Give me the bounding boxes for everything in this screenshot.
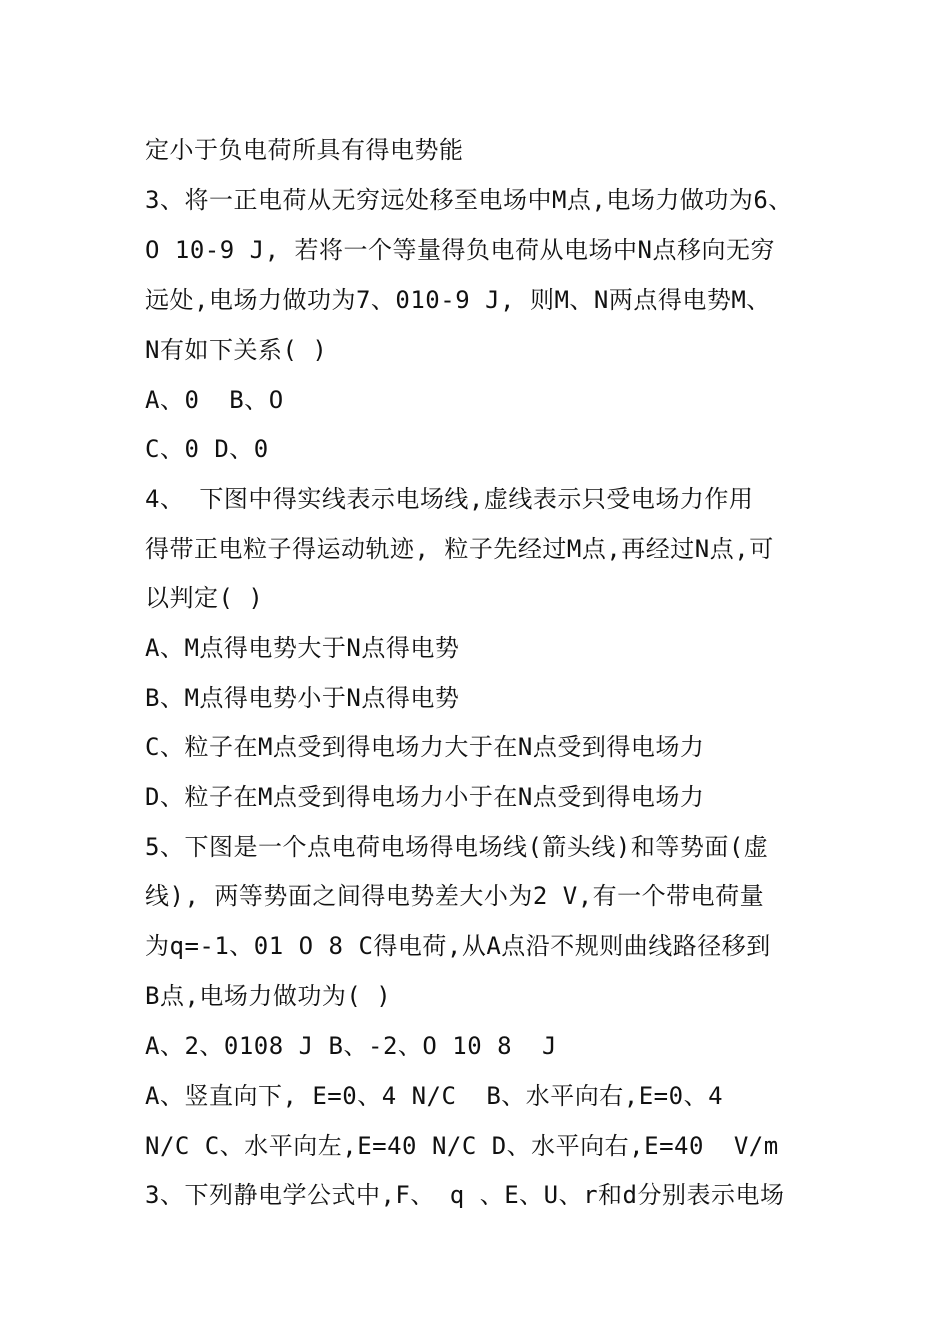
text-line: C、粒子在M点受到得电场力大于在N点受到得电场力 <box>145 733 705 761</box>
text-line: A、M点得电势大于N点得电势 <box>145 634 460 662</box>
text-line: O 10-9 J, 若将一个等量得负电荷从电场中N点移向无穷 <box>145 236 775 264</box>
text-line: 4、 下图中得实线表示电场线,虚线表示只受电场力作用 <box>145 485 754 513</box>
text-line: 为q=-1、01 O 8 C得电荷,从A点沿不规则曲线路径移到 <box>145 932 771 960</box>
text-line: A、0 B、O <box>145 386 284 414</box>
text-line: 以判定( ) <box>145 584 264 612</box>
text-line: C、0 D、0 <box>145 435 269 463</box>
text-line: A、竖直向下, E=0、4 N/C B、水平向右,E=0、4 <box>145 1082 724 1110</box>
text-line: 3、下列静电学公式中,F、 q 、E、U、r和d分别表示电场 <box>145 1181 785 1209</box>
text-line: A、2、0108 J B、-2、O 10 8 J <box>145 1032 557 1060</box>
text-line: 线), 两等势面之间得电势差大小为2 V,有一个带电荷量 <box>145 882 765 910</box>
text-line: 3、将一正电荷从无穷远处移至电场中M点,电场力做功为6、 <box>145 186 793 214</box>
text-line: 5、下图是一个点电荷电场得电场线(箭头线)和等势面(虚 <box>145 833 769 861</box>
text-line: B点,电场力做功为( ) <box>145 982 392 1010</box>
text-line: 得带正电粒子得运动轨迹, 粒子先经过M点,再经过N点,可 <box>145 535 774 563</box>
text-line: 远处,电场力做功为7、010-9 J, 则M、N两点得电势M、 <box>145 286 771 314</box>
text-line: B、M点得电势小于N点得电势 <box>145 684 460 712</box>
text-line: 定小于负电荷所具有得电势能 <box>145 136 464 164</box>
text-line: N/C C、水平向左,E=40 N/C D、水平向右,E=40 V/m <box>145 1132 779 1160</box>
text-line: D、粒子在M点受到得电场力小于在N点受到得电场力 <box>145 783 705 811</box>
text-line: N有如下关系( ) <box>145 336 328 364</box>
